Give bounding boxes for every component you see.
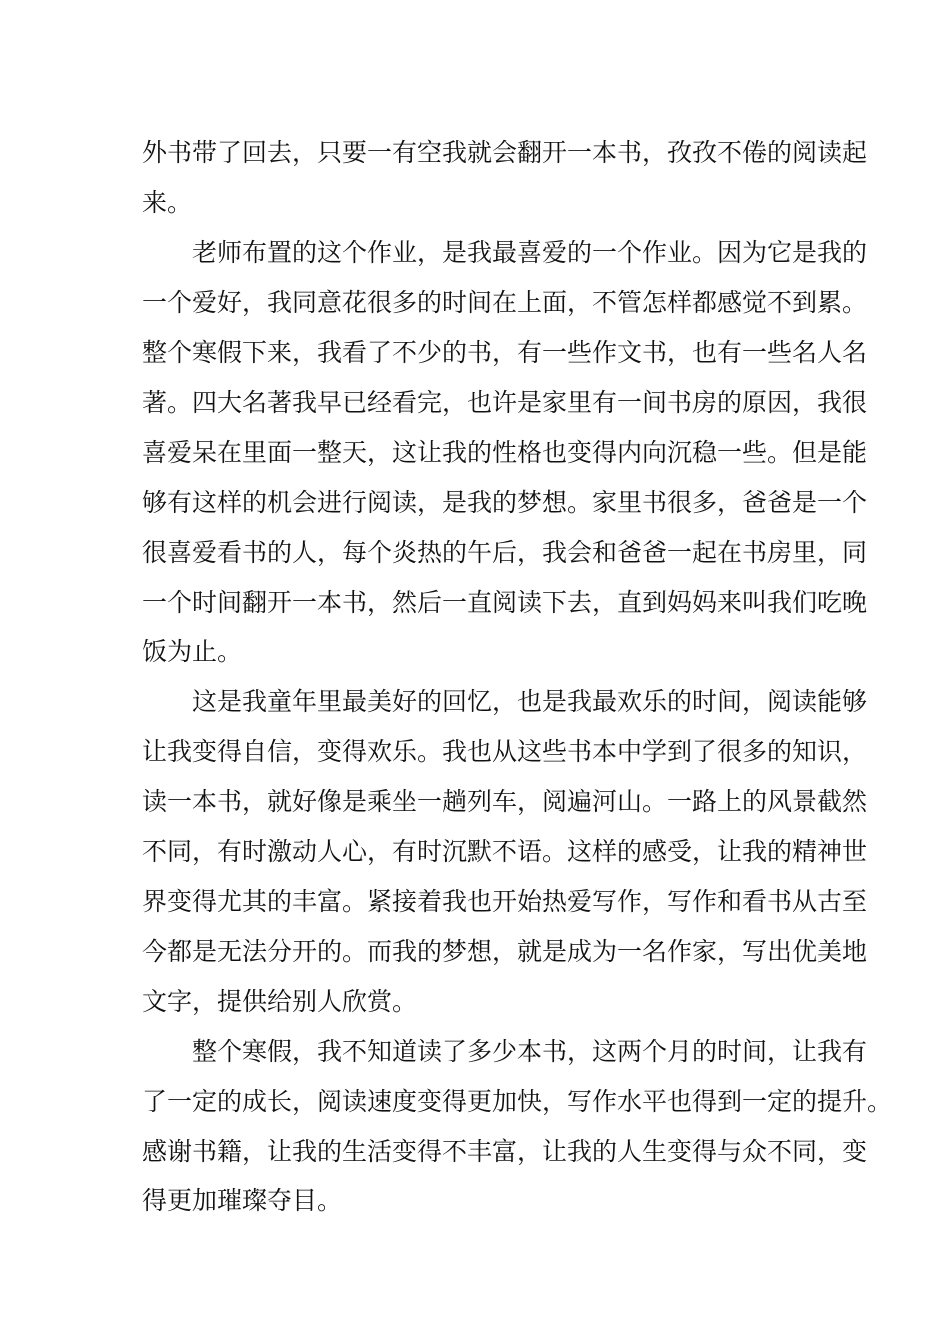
text-line: 著。四大名著我早已经看完，也许是家里有一间书房的原因，我很 [142, 388, 868, 417]
text-line: 让我变得自信，变得欢乐。我也从这些书本中学到了很多的知识， [142, 737, 868, 766]
text-line: 饭为止。 [142, 637, 243, 666]
text-line: 界变得尤其的丰富。紧接着我也开始热爱写作，写作和看书从古至 [142, 887, 868, 916]
text-line: 文字，提供给别人欣赏。 [142, 987, 418, 1016]
text-line: 了一定的成长，阅读速度变得更加快，写作水平也得到一定的提升。 [142, 1087, 893, 1116]
text-line: 够有这样的机会进行阅读，是我的梦想。家里书很多，爸爸是一个 [142, 488, 868, 517]
text-line: 来。 [142, 188, 193, 217]
paragraph-first-line: 整个寒假，我不知道读了多少本书，这两个月的时间，让我有 [192, 1037, 868, 1066]
text-line: 整个寒假下来，我看了不少的书，有一些作文书，也有一些名人名 [142, 338, 868, 367]
paragraph-first-line: 这是我童年里最美好的回忆，也是我最欢乐的时间，阅读能够 [192, 687, 868, 716]
text-line: 外书带了回去，只要一有空我就会翻开一本书，孜孜不倦的阅读起 [142, 138, 868, 167]
paragraph-first-line: 老师布置的这个作业，是我最喜爱的一个作业。因为它是我的 [192, 238, 868, 267]
text-line: 一个爱好，我同意花很多的时间在上面，不管怎样都感觉不到累。 [142, 288, 868, 317]
text-line: 读一本书，就好像是乘坐一趟列车，阅遍河山。一路上的风景截然 [142, 787, 868, 816]
text-line: 今都是无法分开的。而我的梦想，就是成为一名作家，写出优美地 [142, 937, 868, 966]
text-line: 感谢书籍，让我的生活变得不丰富，让我的人生变得与众不同，变 [142, 1137, 868, 1166]
text-line: 喜爱呆在里面一整天，这让我的性格也变得内向沉稳一些。但是能 [142, 438, 868, 467]
text-line: 很喜爱看书的人，每个炎热的午后，我会和爸爸一起在书房里，同 [142, 538, 868, 567]
text-line: 不同，有时激动人心，有时沉默不语。这样的感受，让我的精神世 [142, 837, 868, 866]
text-line: 一个时间翻开一本书，然后一直阅读下去，直到妈妈来叫我们吃晚 [142, 588, 868, 617]
text-line: 得更加璀璨夺目。 [142, 1186, 343, 1215]
